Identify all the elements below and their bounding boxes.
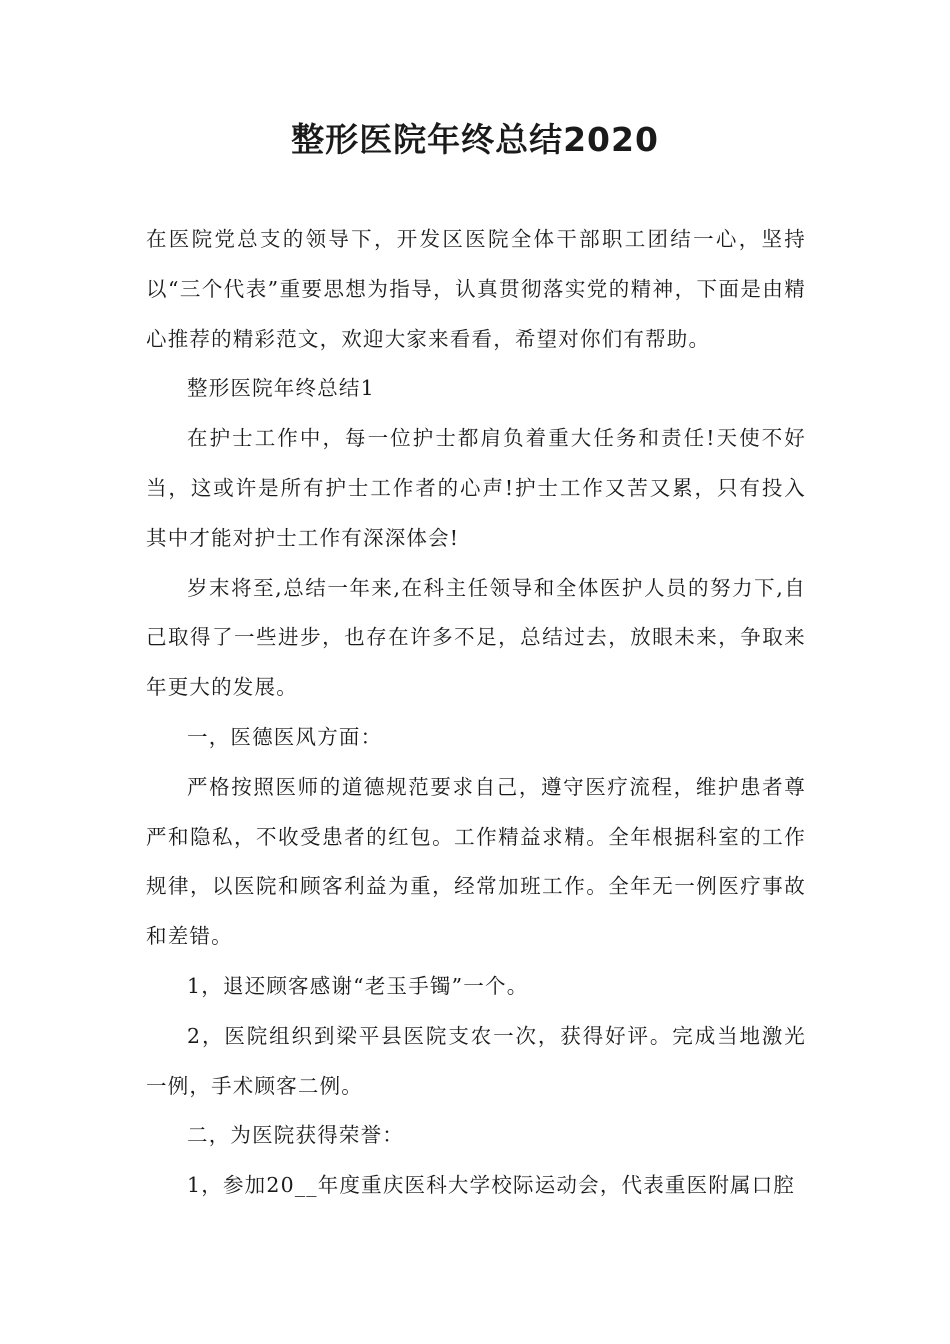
- section-heading-honors: 二，为医院获得荣誉：: [187, 1123, 404, 1148]
- document-body: [146, 215, 806, 1211]
- list-item-honor-1: 1，参加20__年度重庆医科大学校际运动会，代表重医附属口腔: [187, 1173, 796, 1198]
- list-item-1: 1，退还顾客感谢“老玉手镯”一个。: [187, 973, 529, 998]
- paragraph-intro: 在医院党总支的领导下，开发区医院全体干部职工团结一心，坚持以“三个代表”重要思想为指导，认真贯彻落实党的精神，下面是由精心推荐的精彩范文，欢迎大家来看看，希望对你们有帮助。: [146, 227, 806, 351]
- document-title: 整形医院年终总结2020: [291, 120, 659, 159]
- section-heading-summary-1: 整形医院年终总结1: [187, 376, 375, 401]
- section-heading-medical-ethics: 一，医德医风方面：: [187, 724, 383, 749]
- paragraph-year-end: 岁末将至,总结一年来,在科主任领导和全体医护人员的努力下,自己取得了一些进步，也存在许多不足，总结过去，放眼未来，争取来年更大的发展。: [146, 575, 806, 700]
- paragraph-ethics-details: 严格按照医师的道德规范要求自己，遵守医疗流程，维护患者尊严和隐私，不收受患者的红包。工作精益求精。全年根据科室的工作规律，以医院和顾客利益为重，经常加班工作。全年无一例医疗事故和差错。: [146, 774, 806, 949]
- list-item-2: 2，医院组织到梁平县医院支农一次，获得好评。完成当地激光一例，手术顾客二例。: [146, 1023, 806, 1098]
- paragraph-nursing-work: 在护士工作中，每一位护士都肩负着重大任务和责任!天使不好当，这或许是所有护士工作者的心声!护士工作又苦又累，只有投入其中才能对护士工作有深深体会!: [146, 426, 806, 550]
